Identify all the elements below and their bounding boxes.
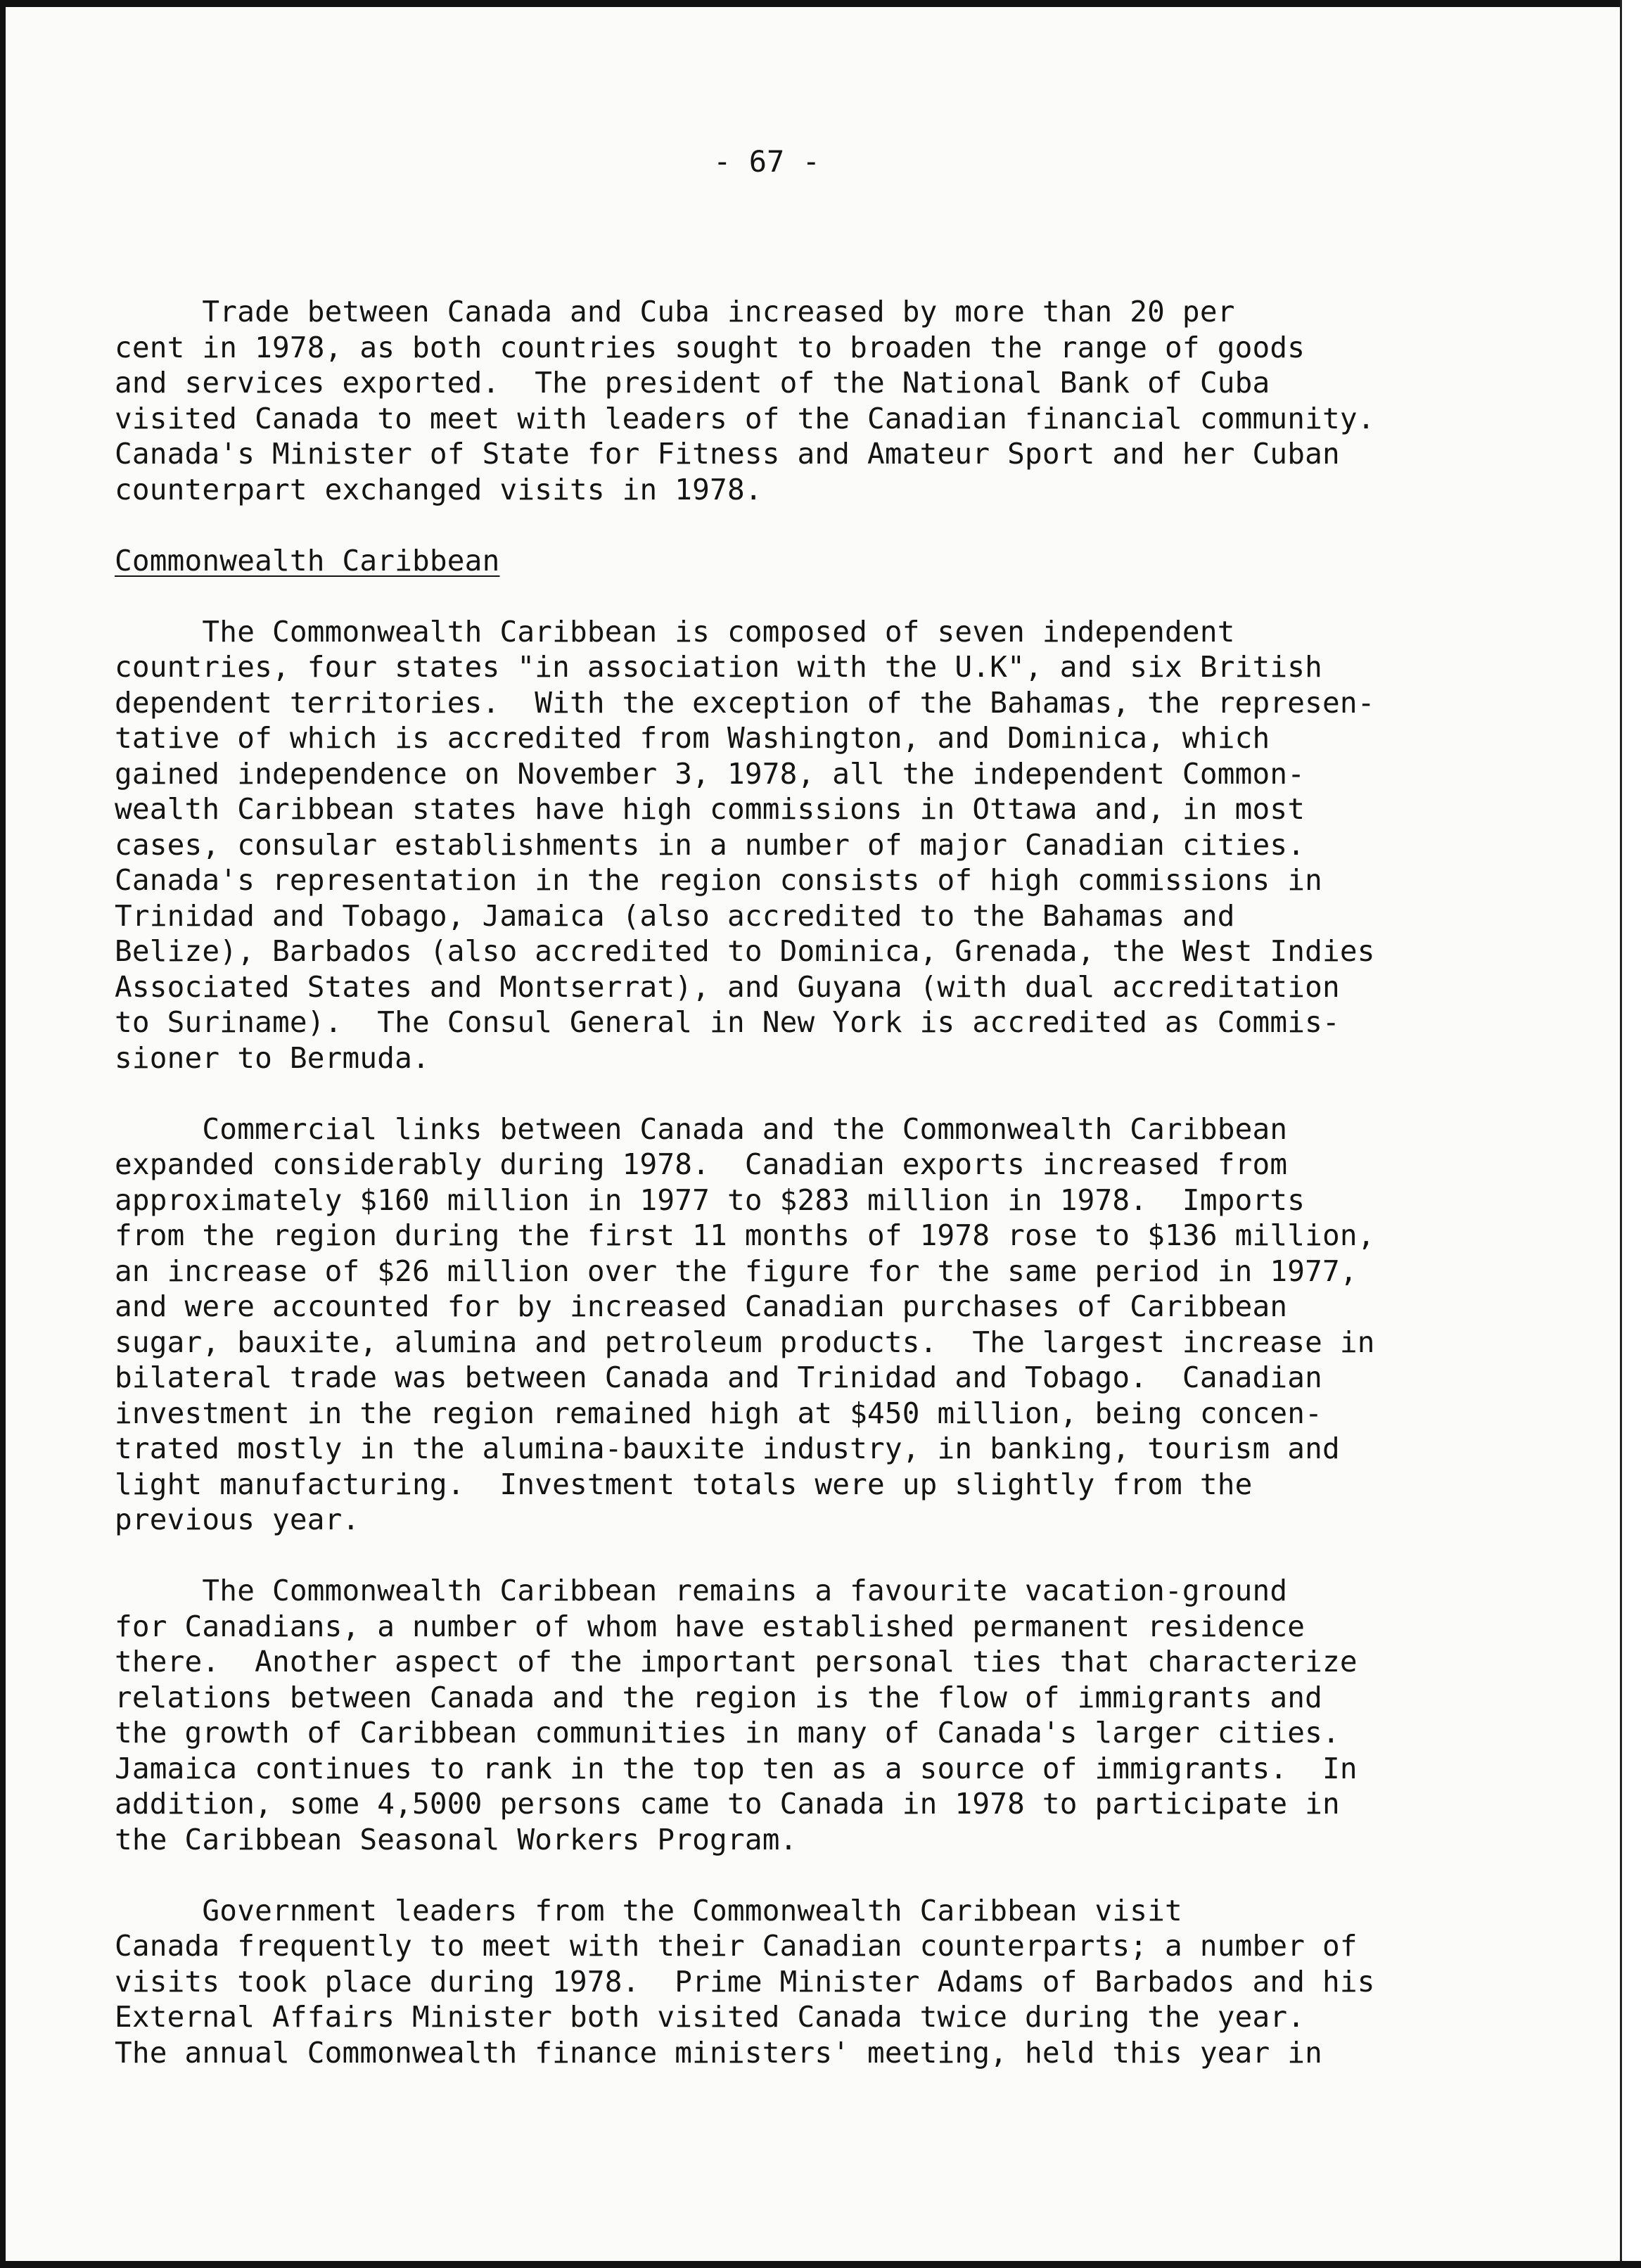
paragraph-commercial-links: [115, 1111, 1535, 1538]
text-line: expanded considerably during 1978. Canadian exports increased from: [115, 1147, 1288, 1181]
text-line: the growth of Caribbean communities in many of Canada's larger cities.: [115, 1716, 1340, 1750]
section-heading-commonwealth-caribbean: Commonwealth Caribbean: [115, 543, 500, 578]
text-line: Jamaica continues to rank in the top ten as a source of immigrants. In: [115, 1751, 1358, 1785]
text-line: visited Canada to meet with leaders of the Canadian financial community.: [115, 401, 1375, 435]
text-line: Trade between Canada and Cuba increased by more than 20 per: [115, 295, 1235, 329]
text-line: visits took place during 1978. Prime Minister Adams of Barbados and his: [115, 1964, 1375, 1999]
text-line: countries, four states "in association with the U.K", and six British: [115, 650, 1323, 684]
text-line: Associated States and Montserrat), and Guyana (with dual accreditation: [115, 969, 1340, 1004]
scan-border-right: [1620, 0, 1641, 2268]
text-line: light manufacturing. Investment totals were up slightly from the: [115, 1467, 1253, 1501]
text-line: and were accounted for by increased Canadian purchases of Caribbean: [115, 1289, 1288, 1323]
scan-border-top: [0, 0, 1641, 7]
text-line: Belize), Barbados (also accredited to Dominica, Grenada, the West Indies: [115, 934, 1375, 968]
text-line: from the region during the first 11 months of 1978 rose to $136 million,: [115, 1218, 1375, 1252]
text-line: approximately $160 million in 1977 to $283 million in 1978. Imports: [115, 1183, 1305, 1217]
text-line: an increase of $26 million over the figure for the same period in 1977,: [115, 1254, 1358, 1288]
paragraph-vacation-immigration: [115, 1573, 1535, 1857]
text-line: addition, some 4,5000 persons came to Canada in 1978 to participate in: [115, 1787, 1340, 1821]
text-line: Canada's Minister of State for Fitness and Amateur Sport and her Cuban: [115, 437, 1340, 471]
text-line: to Suriname). The Consul General in New York is accredited as Commis-: [115, 1005, 1340, 1039]
text-line: tative of which is accredited from Washington, and Dominica, which: [115, 721, 1270, 755]
text-line: there. Another aspect of the important personal ties that characterize: [115, 1645, 1358, 1678]
text-line: investment in the region remained high at $450 million, being concen-: [115, 1396, 1323, 1430]
text-line: Commercial links between Canada and the Commonwealth Caribbean: [115, 1111, 1288, 1146]
text-line: sugar, bauxite, alumina and petroleum products. The largest increase in: [115, 1325, 1375, 1359]
text-line: The annual Commonwealth finance ministers' meeting, held this year in: [115, 2035, 1323, 2070]
scan-border-left: [0, 0, 6, 2268]
document-body: [115, 294, 1535, 2106]
text-line: sioner to Bermuda.: [115, 1040, 430, 1075]
text-line: External Affairs Minister both visited Canada twice during the year.: [115, 2000, 1305, 2034]
text-line: The Commonwealth Caribbean remains a favourite vacation-ground: [115, 1574, 1288, 1607]
text-line: The Commonwealth Caribbean is composed of seven independent: [115, 614, 1235, 649]
paragraph-composition: [115, 614, 1535, 1076]
text-line: and services exported. The president of the National Bank of Cuba: [115, 366, 1270, 400]
text-line: trated mostly in the alumina-bauxite industry, in banking, tourism and: [115, 1432, 1340, 1465]
text-line: wealth Caribbean states have high commissions in Ottawa and, in most: [115, 792, 1305, 826]
paragraph-cuba-trade: [115, 294, 1535, 507]
paragraph-government-visits: [115, 1893, 1535, 2071]
text-line: bilateral trade was between Canada and Trinidad and Tobago. Canadian: [115, 1361, 1323, 1394]
text-line: the Caribbean Seasonal Workers Program.: [115, 1822, 798, 1856]
text-line: for Canadians, a number of whom have established permanent residence: [115, 1609, 1305, 1643]
text-line: Canada's representation in the region consists of high commissions in: [115, 863, 1323, 897]
text-line: cent in 1978, as both countries sought to broaden the range of goods: [115, 330, 1305, 364]
text-line: previous year.: [115, 1503, 360, 1536]
text-line: Canada frequently to meet with their Canadian counterparts; a number of: [115, 1929, 1358, 1963]
text-line: cases, consular establishments in a number of major Canadian cities.: [115, 827, 1305, 862]
text-line: Trinidad and Tobago, Jamaica (also accredited to the Bahamas and: [115, 898, 1235, 933]
page-number: - 67 -: [713, 144, 820, 179]
text-line: counterpart exchanged visits in 1978.: [115, 472, 762, 507]
text-line: gained independence on November 3, 1978, all the independent Common-: [115, 756, 1305, 791]
text-line: Government leaders from the Commonwealth Caribbean visit: [115, 1893, 1182, 1928]
text-line: relations between Canada and the region is the flow of immigrants and: [115, 1680, 1323, 1714]
text-line: dependent territories. With the exception of the Bahamas, the represen-: [115, 685, 1375, 720]
scan-border-bottom: [0, 2261, 1641, 2268]
